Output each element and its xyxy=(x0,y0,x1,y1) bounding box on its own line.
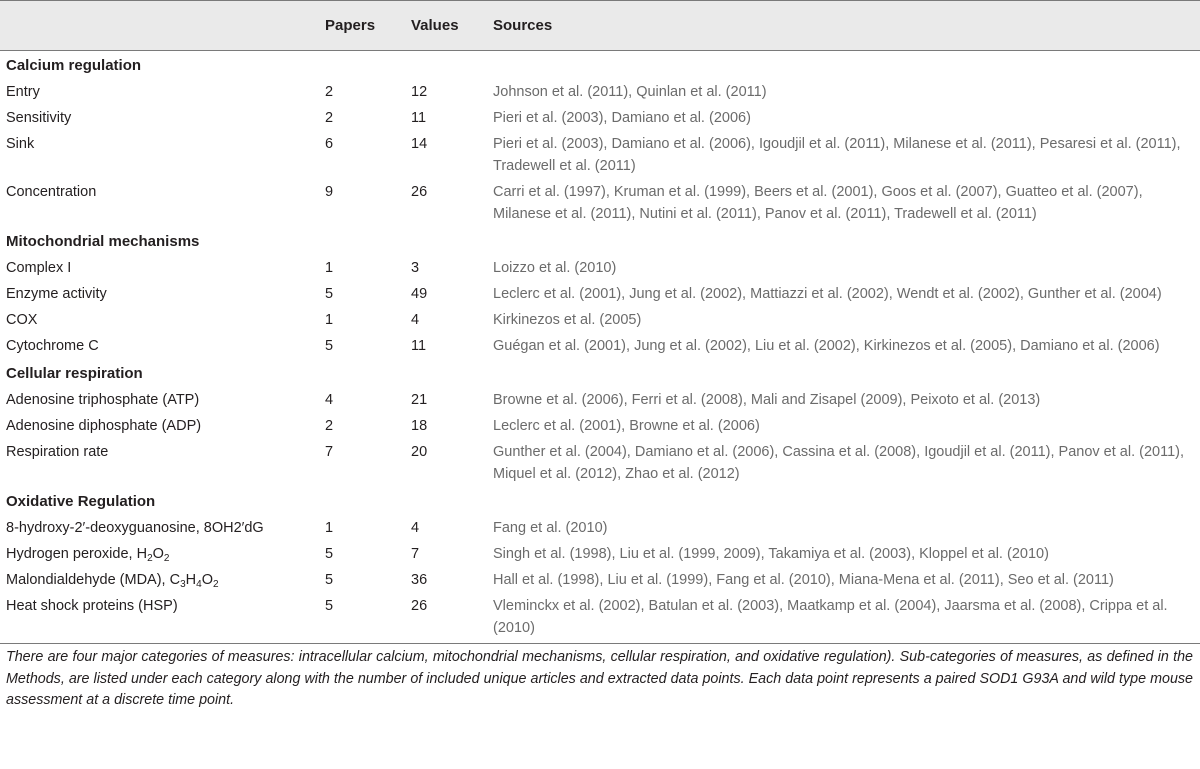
measure-label: Cytochrome C xyxy=(6,338,99,354)
measure-label: Adenosine diphosphate (ADP) xyxy=(6,418,202,434)
papers-count: 2 xyxy=(325,84,334,100)
formula-subscript: 4 xyxy=(196,579,202,590)
sources-text: Hall et al. (1998), Liu et al. (1999), Fang et al. (2010), Miana-Mena et al. (2011), Seo et al. (2011) xyxy=(493,572,1114,588)
formula-subscript: 2 xyxy=(212,579,219,590)
formula-h2o2 xyxy=(137,546,170,562)
sources-text: Leclerc et al. (2001), Jung et al. (2002), Mattiazzi et al. (2002), Wendt et al. (2002), Gunther et al. (2004) xyxy=(493,286,1162,302)
formula-element: H xyxy=(136,546,148,562)
sources-text: Johnson et al. (2011), Quinlan et al. (2011) xyxy=(493,84,767,100)
table-row xyxy=(0,255,1200,281)
formula-element: O xyxy=(152,546,164,562)
measure-label: Complex I xyxy=(6,260,72,276)
sources-text: Leclerc et al. (2001), Browne et al. (2006) xyxy=(493,418,760,434)
category-row xyxy=(0,359,1200,387)
measure-label: Entry xyxy=(6,84,40,100)
formula-c3h4o2 xyxy=(170,572,219,588)
table-row xyxy=(0,515,1200,541)
papers-count: 1 xyxy=(325,312,334,328)
category-title: Calcium regulation xyxy=(6,57,142,74)
values-count: 12 xyxy=(411,84,428,100)
category-title: Oxidative Regulation xyxy=(6,493,156,510)
sources-text: Singh et al. (1998), Liu et al. (1999, 2009), Takamiya et al. (2003), Kloppel et al. (2010) xyxy=(493,546,1049,562)
formula-subscript: 2 xyxy=(163,553,170,564)
measure-label: Enzyme activity xyxy=(6,286,107,302)
table-row xyxy=(0,131,1200,179)
table-row xyxy=(0,593,1200,644)
papers-count: 5 xyxy=(325,546,334,562)
papers-count: 6 xyxy=(325,136,334,152)
formula-subscript: 2 xyxy=(147,553,153,564)
papers-count: 2 xyxy=(325,418,334,434)
table-row xyxy=(0,281,1200,307)
category-title: Cellular respiration xyxy=(6,365,143,382)
values-count: 4 xyxy=(411,520,420,536)
measure-label: Adenosine triphosphate (ATP) xyxy=(6,392,200,408)
sources-text: Browne et al. (2006), Ferri et al. (2008), Mali and Zisapel (2009), Peixoto et al. (2013) xyxy=(493,392,1041,408)
papers-count: 5 xyxy=(325,286,334,302)
header-values: Values xyxy=(403,1,487,51)
measure-label: Sensitivity xyxy=(6,110,72,126)
table-row xyxy=(0,541,1200,567)
measure-label: COX xyxy=(6,312,38,328)
table-row xyxy=(0,79,1200,105)
header-measure-cell xyxy=(0,1,319,51)
values-count: 20 xyxy=(411,444,428,460)
formula-element: H xyxy=(185,572,197,588)
header-papers: Papers xyxy=(319,1,403,51)
sources-text: Pieri et al. (2003), Damiano et al. (2006) xyxy=(493,110,751,126)
sources-text: Gunther et al. (2004), Damiano et al. (2006), Cassina et al. (2008), Igoudjil et al. (2011), Panov et al. (2011), Miquel et al. (2012), Zhao et al. (2012) xyxy=(493,444,1185,482)
sources-text: Pieri et al. (2003), Damiano et al. (2006), Igoudjil et al. (2011), Milanese et al. (2011), Pesaresi et al. (2011), Tradewell et al. (2011) xyxy=(493,136,1181,174)
papers-count: 2 xyxy=(325,110,334,126)
measure-label: 8-hydroxy-2′-deoxyguanosine, 8OH2′dG xyxy=(6,520,264,536)
measure-label xyxy=(0,567,319,593)
sources-text: Loizzo et al. (2010) xyxy=(493,260,617,276)
sources-text: Kirkinezos et al. (2005) xyxy=(493,312,642,328)
table-row xyxy=(0,333,1200,359)
values-count: 11 xyxy=(411,338,427,354)
formula-subscript: 3 xyxy=(180,579,186,590)
values-count: 3 xyxy=(411,260,420,276)
table-row xyxy=(0,179,1200,227)
formula-element: C xyxy=(169,572,181,588)
measure-label: Heat shock proteins (HSP) xyxy=(0,593,319,644)
measure-label: Respiration rate xyxy=(6,444,109,460)
values-count: 21 xyxy=(411,392,428,408)
category-row xyxy=(0,487,1200,515)
sources-text: Carri et al. (1997), Kruman et al. (1999), Beers et al. (2001), Goos et al. (2007), Guatteo et al. (2007), Milanese et al. (2011), Nutini et al. (2011), Panov et al. (2011), Tradewell et al. (2011) xyxy=(493,184,1143,222)
table-row xyxy=(0,413,1200,439)
values-count: 7 xyxy=(411,546,420,562)
table-row xyxy=(0,567,1200,593)
papers-count: 1 xyxy=(325,260,334,276)
header-sources: Sources xyxy=(487,1,1200,51)
measure-label-text: Hydrogen peroxide, xyxy=(6,546,137,562)
values-count: 36 xyxy=(411,572,428,588)
table-footnote: There are four major categories of measures: intracellular calcium, mitochondrial mechanisms, cellular respiration, and oxidative regulation). Sub-categories of measures, as defined in the Methods, are listed under each category along with the number of included unique articles and extracted data points. Each data point represents a paired SOD1 G93A and wild type mouse assessment at a discrete time point. xyxy=(6,649,1193,708)
values-count: 26 xyxy=(403,593,487,644)
formula-element: O xyxy=(201,572,213,588)
values-count: 11 xyxy=(411,110,427,126)
table-row xyxy=(0,387,1200,413)
category-row xyxy=(0,51,1200,80)
values-count: 18 xyxy=(411,418,428,434)
values-count: 14 xyxy=(411,136,428,152)
table-row xyxy=(0,307,1200,333)
table-row xyxy=(0,105,1200,131)
table-body xyxy=(0,51,1200,644)
table-header-row xyxy=(0,1,1200,51)
measure-label: Sink xyxy=(6,136,35,152)
values-count: 49 xyxy=(411,286,428,302)
sources-text: Guégan et al. (2001), Jung et al. (2002), Liu et al. (2002), Kirkinezos et al. (2005), Damiano et al. (2006) xyxy=(493,338,1160,354)
papers-count: 4 xyxy=(325,392,334,408)
papers-count: 7 xyxy=(325,444,334,460)
measure-label-text: Malondialdehyde (MDA), xyxy=(6,572,170,588)
table-row xyxy=(0,439,1200,487)
papers-count: 5 xyxy=(325,338,334,354)
values-count: 4 xyxy=(411,312,420,328)
papers-count: 5 xyxy=(325,572,334,588)
sources-text: Vleminckx et al. (2002), Batulan et al. (2003), Maatkamp et al. (2004), Jaarsma et al. (2008), Crippa et al. (2010) xyxy=(487,593,1200,644)
measure-label xyxy=(0,541,319,567)
values-count: 26 xyxy=(411,184,428,200)
papers-count: 1 xyxy=(325,520,334,536)
measure-label: Concentration xyxy=(6,184,97,200)
papers-count: 5 xyxy=(319,593,403,644)
category-row xyxy=(0,227,1200,255)
category-title: Mitochondrial mechanisms xyxy=(6,233,200,250)
sources-text: Fang et al. (2010) xyxy=(493,520,608,536)
papers-count: 9 xyxy=(325,184,334,200)
